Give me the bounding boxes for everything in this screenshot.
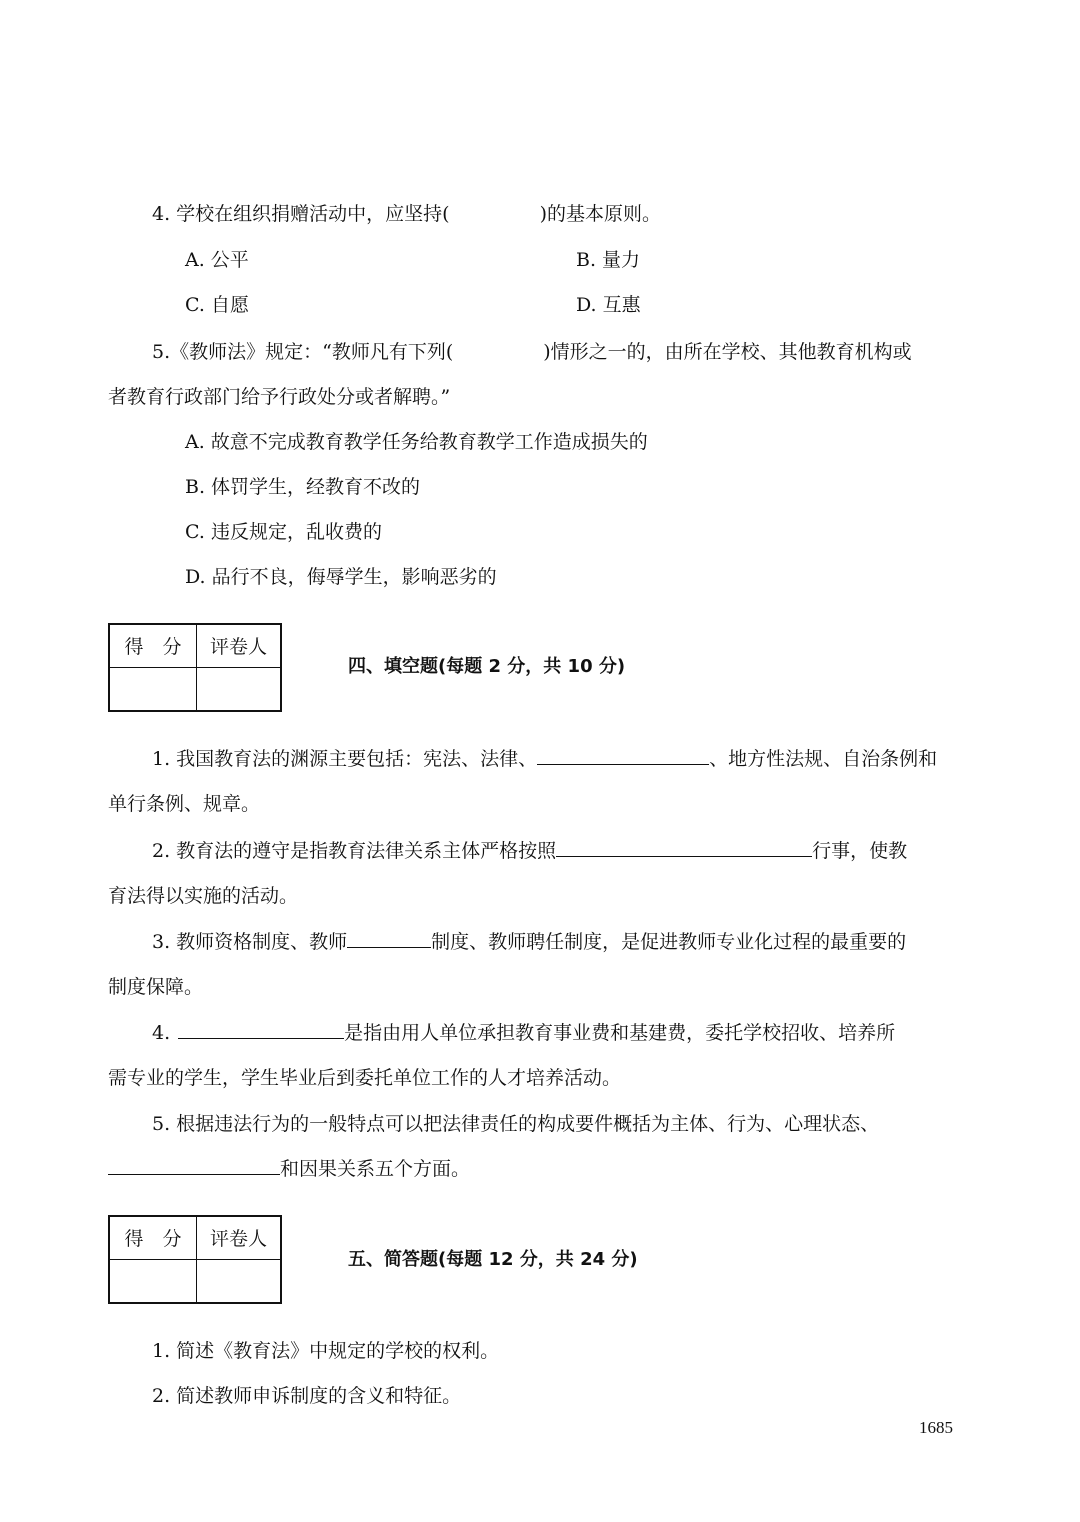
question-5-option-b: B. 体罚学生，经教育不改的 xyxy=(185,476,421,498)
score-cell xyxy=(109,1259,197,1303)
grader-label: 评卷人 xyxy=(197,624,282,667)
question-5-stem-continued: 者教育行政部门给予行政处分或者解聘。” xyxy=(108,386,451,408)
fill-item-1-continued: 单行条例、规章。 xyxy=(108,793,261,815)
question-4-option-c: C. 自愿 xyxy=(185,294,249,316)
question-5-option-a: A. 故意不完成教育教学任务给教育教学工作造成损失的 xyxy=(185,431,648,453)
section-4-title: 四、填空题(每题 2 分，共 10 分) xyxy=(348,656,626,677)
fill-item-1: 1. 我国教育法的渊源主要包括：宪法、法律、 、地方性法规、自治条例和 xyxy=(152,748,938,770)
short-answer-1: 1. 简述《教育法》中规定的学校的权利。 xyxy=(152,1340,500,1362)
fill-item-3: 3. 教师资格制度、教师 制度、教师聘任制度，是促进教师专业化过程的最重要的 xyxy=(152,931,907,953)
answer-blank xyxy=(108,1156,280,1175)
question-5-stem: 5.《教师法》规定：“教师凡有下列( )情形之一的，由所在学校、其他教育机构或 xyxy=(152,341,912,363)
grader-label: 评卷人 xyxy=(197,1216,282,1259)
answer-blank xyxy=(556,838,812,857)
fill-item-2: 2. 教育法的遵守是指教育法律关系主体严格按照 行事，使教 xyxy=(152,840,908,862)
answer-blank xyxy=(178,1020,344,1039)
fill-item-4: 4. 是指由用人单位承担教育事业费和基建费，委托学校招收、培养所 xyxy=(152,1022,896,1044)
answer-blank xyxy=(347,929,431,948)
page-number: 1685 xyxy=(919,1418,953,1437)
score-label: 得 分 xyxy=(109,1216,197,1259)
question-4-option-a: A. 公平 xyxy=(185,249,249,271)
question-5-option-c: C. 违反规定，乱收费的 xyxy=(185,521,382,543)
grader-cell xyxy=(197,667,282,711)
question-4-option-d: D. 互惠 xyxy=(576,294,641,316)
section-5-title: 五、简答题(每题 12 分，共 24 分) xyxy=(348,1249,638,1270)
question-4-stem: 4. 学校在组织捐赠活动中，应坚持( )的基本原则。 xyxy=(152,203,662,225)
fill-item-2-continued: 育法得以实施的活动。 xyxy=(108,885,299,907)
fill-item-3-continued: 制度保障。 xyxy=(108,976,204,998)
question-4-option-b: B. 量力 xyxy=(576,249,641,271)
score-cell xyxy=(109,667,197,711)
score-label: 得 分 xyxy=(109,624,197,667)
question-5-option-d: D. 品行不良，侮辱学生，影响恶劣的 xyxy=(185,566,497,588)
answer-blank xyxy=(537,746,709,765)
short-answer-2: 2. 简述教师申诉制度的含义和特征。 xyxy=(152,1385,462,1407)
fill-item-5: 5. 根据违法行为的一般特点可以把法律责任的构成要件概括为主体、行为、心理状态、 xyxy=(152,1113,880,1135)
score-box-section-5 xyxy=(108,1215,282,1304)
score-box-section-4 xyxy=(108,623,282,712)
fill-item-4-continued: 需专业的学生，学生毕业后到委托单位工作的人才培养活动。 xyxy=(108,1067,622,1089)
grader-cell xyxy=(197,1259,282,1303)
fill-item-5-continued: 和因果关系五个方面。 xyxy=(108,1155,470,1183)
